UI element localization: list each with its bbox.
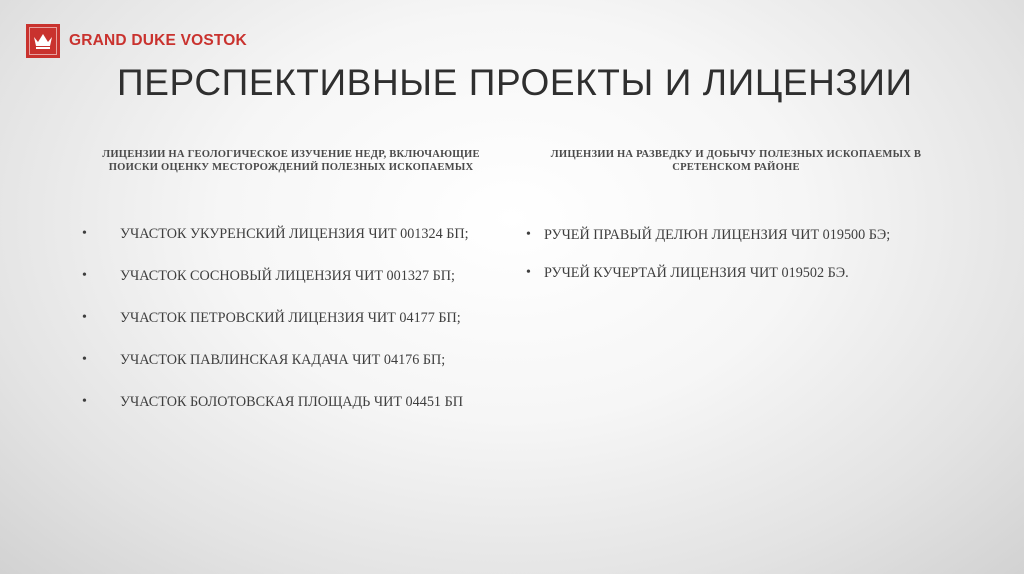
list-item [526,263,946,283]
list-item [82,350,500,370]
list-item-text: УЧАСТОК БОЛОТОВСКАЯ ПЛОЩАДЬ ЧИТ 04451 БП [120,394,463,410]
bullet-icon: • [82,352,87,367]
list-item-text: УЧАСТОК УКУРЕНСКИЙ ЛИЦЕНЗИЯ ЧИТ 001324 БП; [120,226,469,242]
brand-logo [26,24,247,58]
page-title: ПЕРСПЕКТИВНЫЕ ПРОЕКТЫ И ЛИЦЕНЗИИ [117,62,913,103]
license-list [526,225,946,283]
list-item-text: УЧАСТОК ПЕТРОВСКИЙ ЛИЦЕНЗИЯ ЧИТ 04177 БП; [120,310,461,326]
list-item [526,225,946,245]
brand-name: GRAND DUKE VOSTOK [69,32,247,49]
list-item [82,392,500,412]
bullet-icon: • [82,394,87,409]
list-item [82,224,500,244]
bullet-icon: • [526,265,531,280]
bullet-icon: • [82,226,87,241]
bullet-icon: • [526,227,531,242]
list-item-text: УЧАСТОК ПАВЛИНСКАЯ КАДАЧА ЧИТ 04176 БП; [120,352,446,368]
column-heading: ЛИЦЕНЗИИ НА РАЗВЕДКУ И ДОБЫЧУ ПОЛЕЗНЫХ ИСКОПАЕМЫХ В СРЕТЕНСКОМ РАЙОНЕ [550,149,922,173]
list-item-text: РУЧЕЙ ПРАВЫЙ ДЕЛЮН ЛИЦЕНЗИЯ ЧИТ 019500 БЭ; [544,227,891,243]
list-item-text: УЧАСТОК СОСНОВЫЙ ЛИЦЕНЗИЯ ЧИТ 001327 БП; [120,268,455,284]
bullet-icon: • [82,268,87,283]
list-item [82,266,500,286]
bullet-icon: • [82,310,87,325]
column-exploration-licenses [82,148,500,434]
license-list [82,224,500,412]
column-mining-licenses [526,148,946,301]
column-heading: ЛИЦЕНЗИИ НА ГЕОЛОГИЧЕСКОЕ ИЗУЧЕНИЕ НЕДР, ВКЛЮЧАЮЩИЕ ПОИСКИ ОЦЕНКУ МЕСТОРОЖДЕНИЙ ПОЛЕЗНЫХ ИСКОПАЕМЫХ [102,149,480,173]
crown-icon [26,24,60,58]
list-item-text: РУЧЕЙ КУЧЕРТАЙ ЛИЦЕНЗИЯ ЧИТ 019502 БЭ. [544,265,849,281]
list-item [82,308,500,328]
